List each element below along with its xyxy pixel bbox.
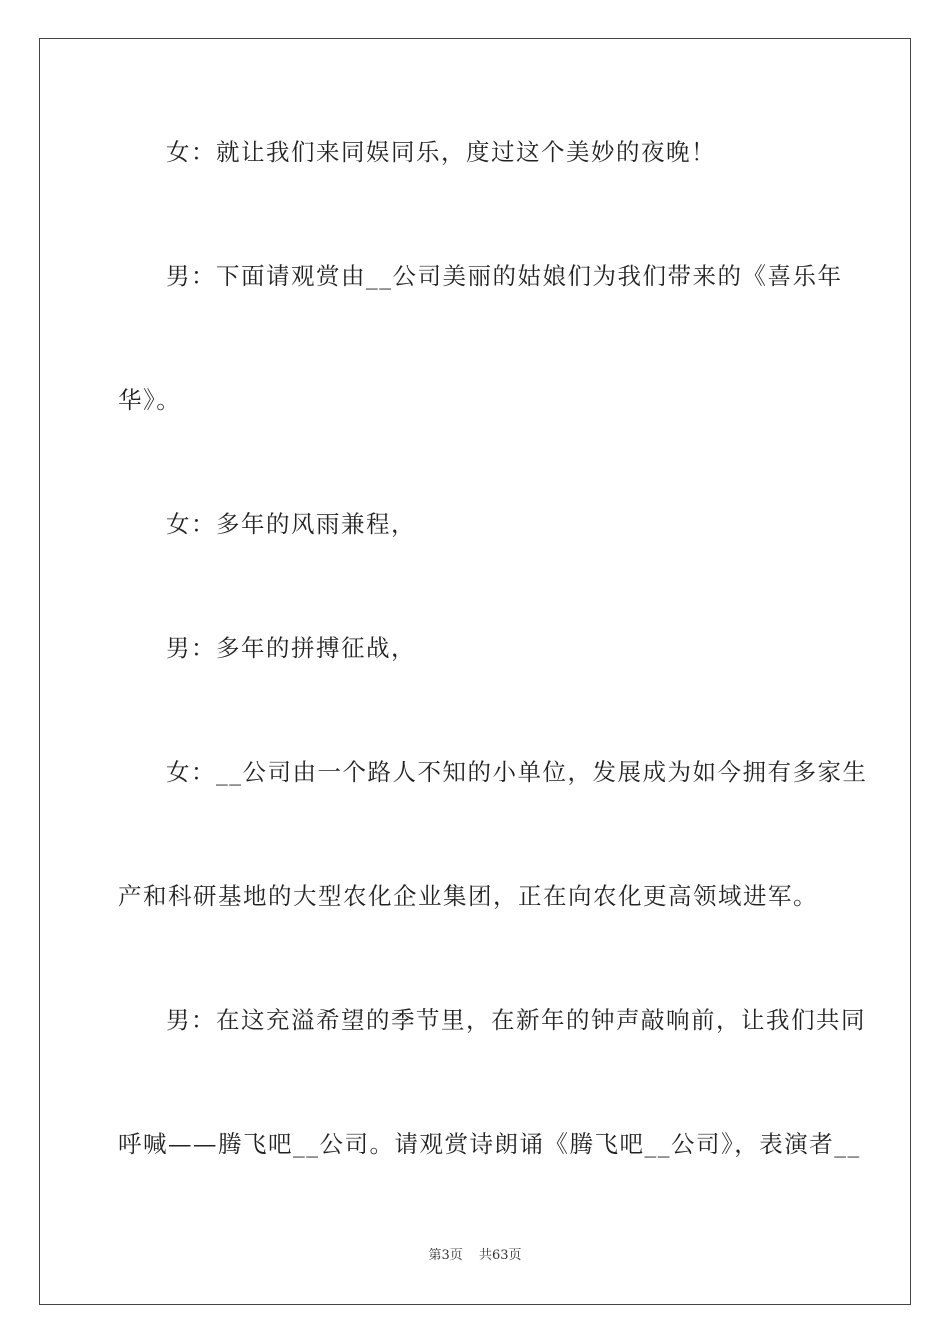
page-number: 第3页 — [428, 1248, 463, 1263]
paragraph-line: 女：就让我们来同娱同乐，度过这个美妙的夜晚！ — [166, 138, 716, 166]
paragraph-line: 女：__公司由一个路人不知的小单位，发展成为如今拥有多家生 — [166, 758, 868, 786]
paragraph-line: 女：多年的风雨兼程， — [166, 510, 416, 538]
paragraph-line: 华》。 — [118, 386, 182, 414]
paragraph-line: 产和科研基地的大型农化企业集团，正在向农化更高领域进军。 — [118, 882, 818, 910]
paragraph-line: 男：下面请观赏由__公司美丽的姑娘们为我们带来的《喜乐年 — [166, 262, 843, 290]
page-footer — [0, 1244, 950, 1263]
paragraph-line: 呼喊——腾飞吧__公司。请观赏诗朗诵《腾飞吧__公司》，表演者__ — [118, 1130, 861, 1158]
page-total: 共63页 — [478, 1248, 522, 1263]
paragraph-line: 男：在这充溢希望的季节里，在新年的钟声敲响前，让我们共同 — [166, 1006, 866, 1034]
page-border — [39, 38, 911, 1305]
paragraph-line: 男：多年的拼搏征战， — [166, 634, 416, 662]
